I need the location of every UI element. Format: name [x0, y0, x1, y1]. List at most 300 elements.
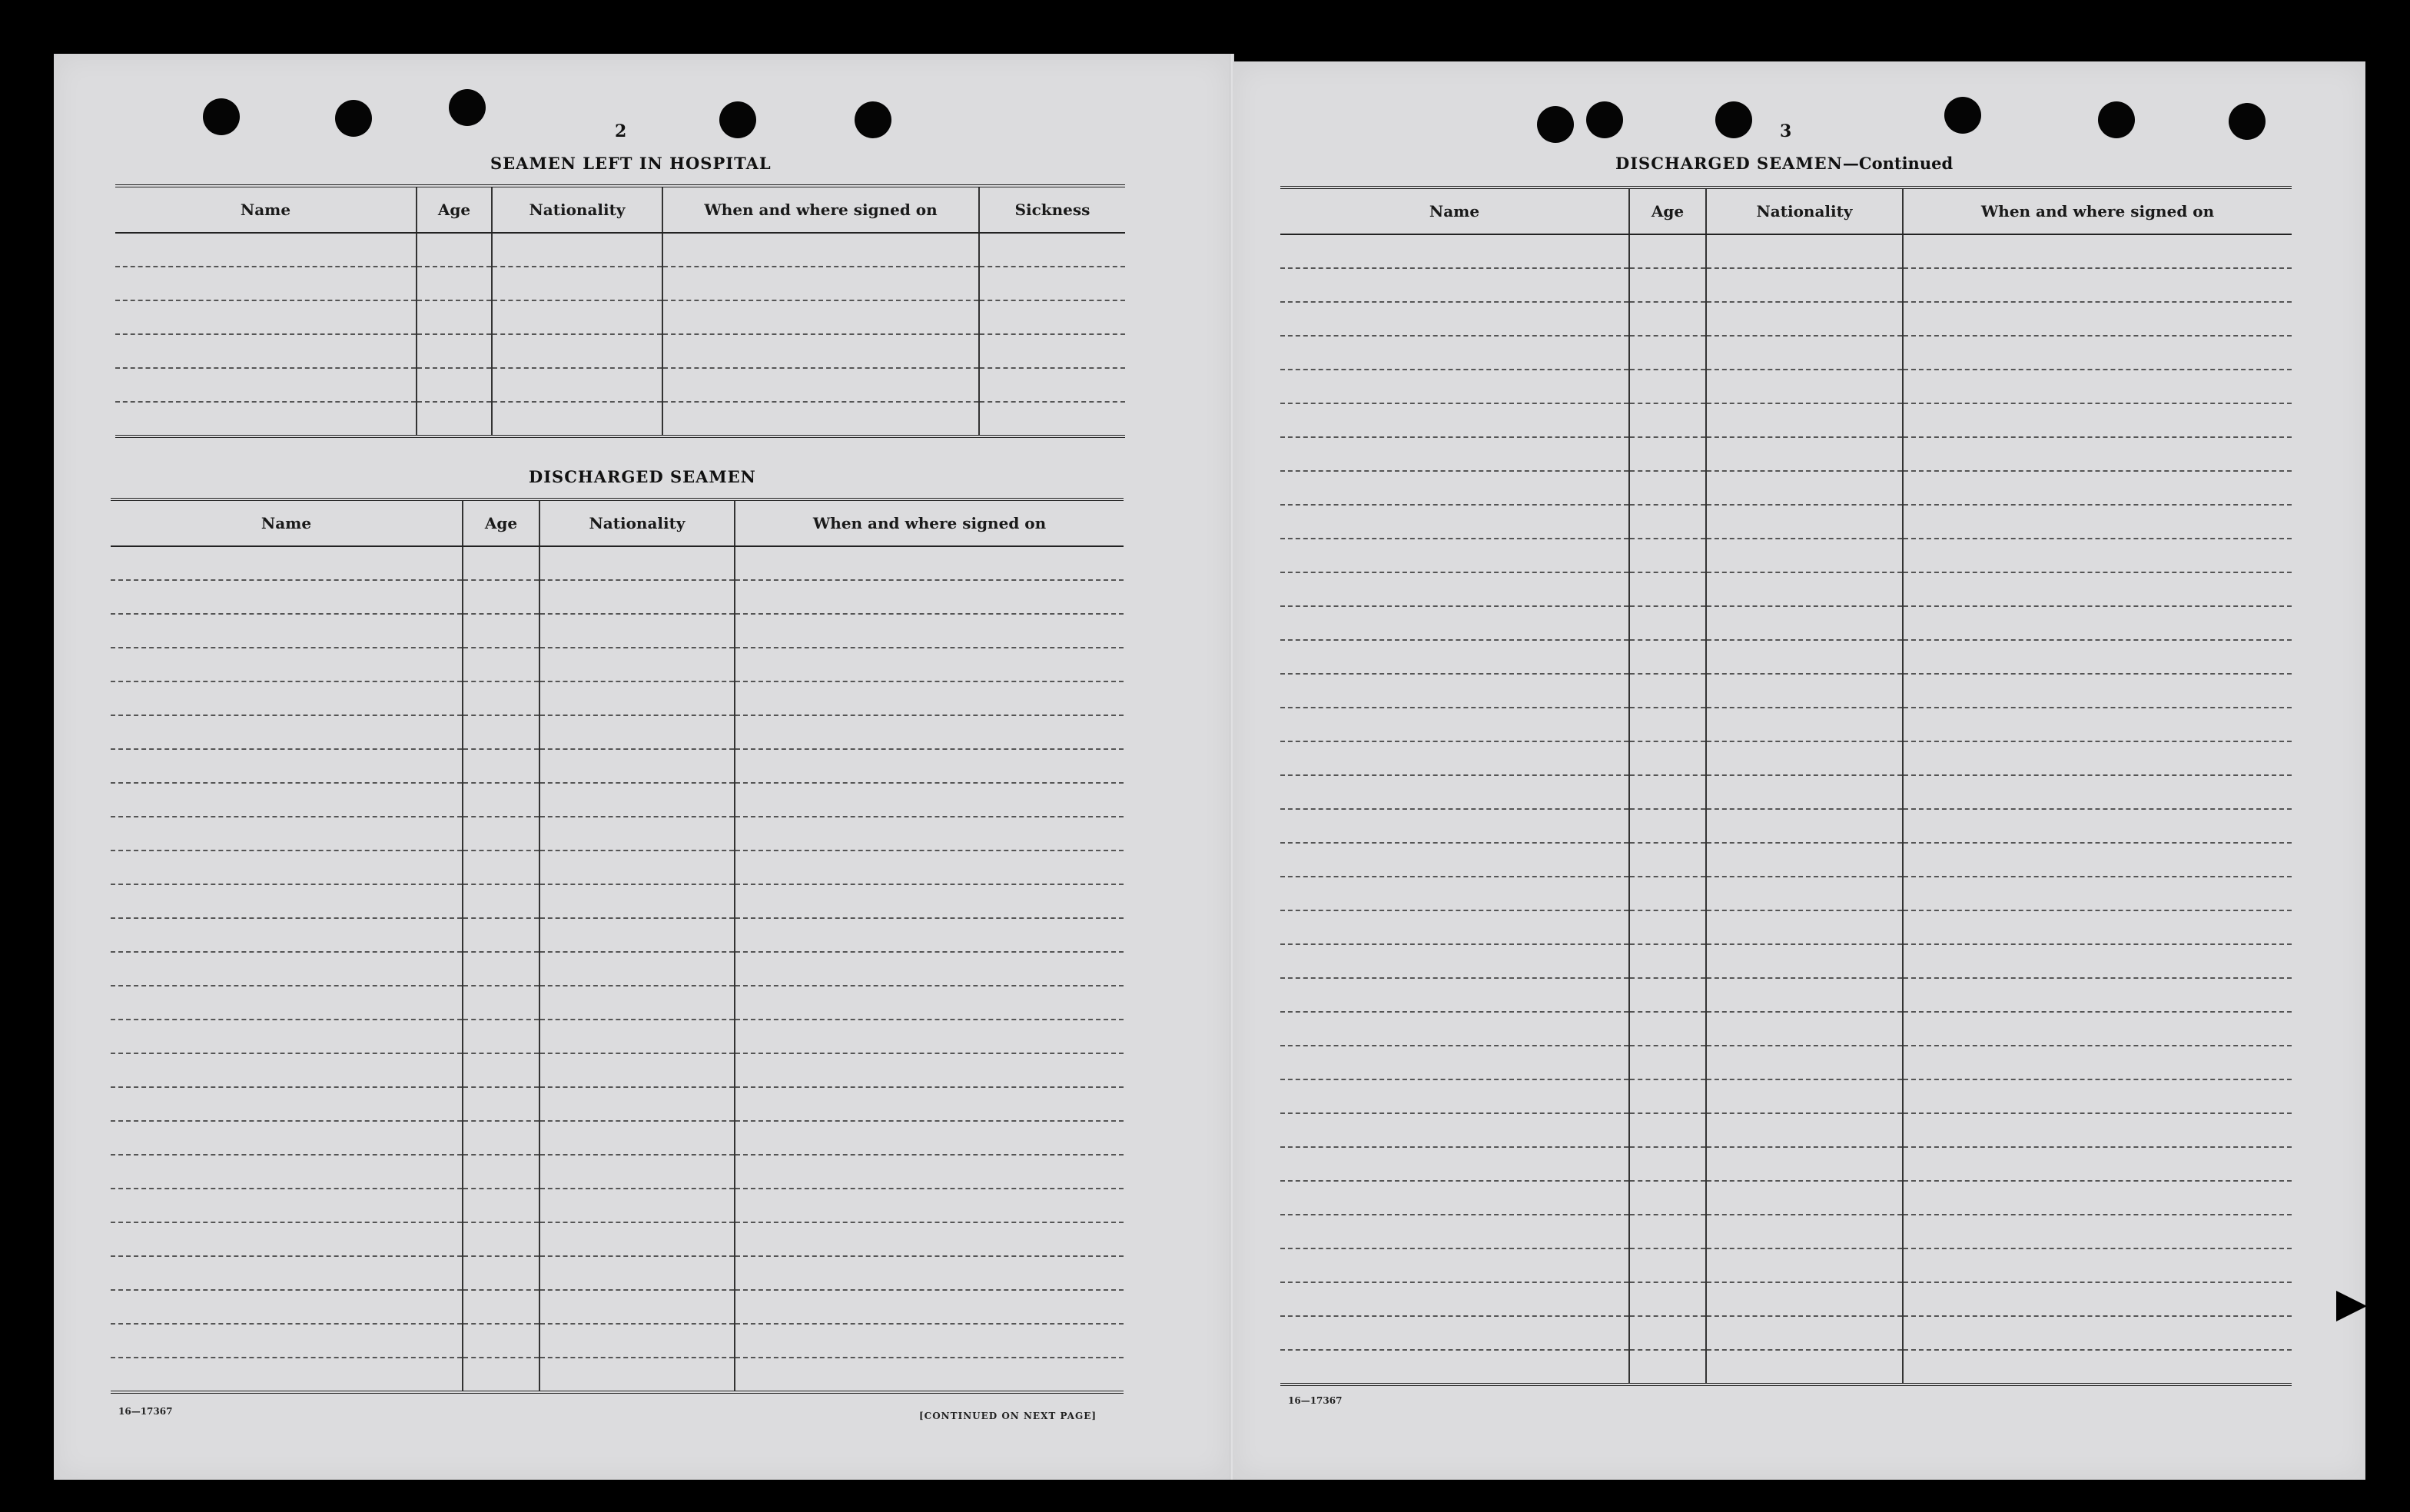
table-cell: [979, 368, 1125, 402]
table-cell: [115, 267, 417, 300]
table-cell: [539, 546, 735, 580]
table-row: [1280, 1046, 2292, 1079]
table-cell: [1629, 539, 1706, 572]
table-cell: [111, 1290, 463, 1324]
table-cell: [1903, 505, 2292, 539]
table-row: [1280, 1316, 2292, 1350]
table-cell: [1706, 234, 1903, 268]
table-cell: [1706, 1046, 1903, 1079]
table-cell: [1903, 775, 2292, 809]
table-cell: [1903, 1282, 2292, 1316]
table-row: [1280, 640, 2292, 674]
table-header-row: [111, 499, 1124, 546]
table-cell: [539, 715, 735, 749]
table-cell: [492, 267, 662, 300]
table-cell: [735, 749, 1124, 783]
table-cell: [1903, 910, 2292, 944]
table-cell: [1629, 910, 1706, 944]
table-cell: [463, 614, 539, 648]
table-cell: [463, 1121, 539, 1155]
table-cell: [1706, 268, 1903, 302]
table-cell: [1706, 640, 1903, 674]
column-header-nationality: Nationality: [539, 499, 735, 546]
table-cell: [1706, 1282, 1903, 1316]
table-cell: [1629, 674, 1706, 708]
table-row: [111, 1121, 1124, 1155]
table-cell: [735, 580, 1124, 614]
table-cell: [1629, 741, 1706, 775]
table-cell: [539, 681, 735, 715]
table-cell: [492, 233, 662, 267]
table-cell: [1629, 234, 1706, 268]
table-cell: [1903, 437, 2292, 471]
table-cell: [1280, 741, 1629, 775]
table-cell: [463, 580, 539, 614]
table-row: [115, 402, 1125, 436]
table-cell: [111, 1053, 463, 1087]
table-cell: [463, 986, 539, 1020]
table-cell: [1903, 1079, 2292, 1113]
table-cell: [539, 1020, 735, 1053]
page-number: 2: [615, 121, 627, 141]
table-cell: [662, 300, 979, 334]
table-cell: [539, 850, 735, 884]
table-cell: [492, 300, 662, 334]
table-cell: [539, 1358, 735, 1392]
table-cell: [1903, 809, 2292, 843]
table-cell: [111, 1222, 463, 1256]
table-cell: [735, 783, 1124, 817]
table-cell: [1280, 640, 1629, 674]
table-cell: [111, 1358, 463, 1392]
table-cell: [735, 952, 1124, 986]
table-cell: [463, 749, 539, 783]
table-row: [111, 850, 1124, 884]
table-cell: [1280, 471, 1629, 505]
table-cell: [111, 681, 463, 715]
table-cell: [1280, 775, 1629, 809]
table-cell: [1280, 1316, 1629, 1350]
table-cell: [463, 817, 539, 850]
column-header-name: Name: [1280, 187, 1629, 234]
table-cell: [463, 1087, 539, 1121]
table-row: [1280, 809, 2292, 843]
table-row: [1280, 910, 2292, 944]
table-cell: [1629, 437, 1706, 471]
punch-hole: [335, 100, 372, 137]
table-cell: [1706, 1316, 1903, 1350]
table-cell: [417, 368, 492, 402]
table-cell: [1280, 336, 1629, 370]
table-cell: [1903, 741, 2292, 775]
table-cell: [463, 715, 539, 749]
table-cell: [1629, 1248, 1706, 1282]
table-cell: [463, 918, 539, 952]
table-cell: [1280, 1147, 1629, 1181]
table-row: [115, 300, 1125, 334]
table-cell: [1903, 336, 2292, 370]
table-row: [111, 918, 1124, 952]
punch-hole: [2098, 101, 2135, 138]
table-cell: [1706, 336, 1903, 370]
table-cell: [1629, 1079, 1706, 1113]
page-number: 3: [1780, 121, 1792, 141]
table-cell: [1280, 437, 1629, 471]
table-cell: [735, 1020, 1124, 1053]
table-cell: [1280, 708, 1629, 741]
punch-hole: [1537, 106, 1574, 143]
table-row: [1280, 437, 2292, 471]
table-row: [1280, 944, 2292, 978]
table-cell: [539, 1324, 735, 1358]
discharged-continued-title: [1615, 154, 1953, 173]
table-cell: [735, 817, 1124, 850]
table-cell: [492, 334, 662, 368]
table-cell: [1629, 944, 1706, 978]
table-cell: [1903, 978, 2292, 1012]
table-cell: [115, 368, 417, 402]
table-cell: [1629, 1316, 1706, 1350]
table-cell: [1706, 741, 1903, 775]
table-cell: [111, 749, 463, 783]
discharged-table: [111, 498, 1124, 1394]
table-cell: [463, 1155, 539, 1189]
table-cell: [463, 952, 539, 986]
table-cell: [1629, 978, 1706, 1012]
page-tear: [2336, 1291, 2367, 1321]
column-header-signed-on: When and where signed on: [662, 186, 979, 233]
section-title-suffix: —Continued: [1842, 154, 1954, 173]
table-cell: [1903, 1181, 2292, 1215]
table-cell: [417, 300, 492, 334]
table-cell: [1629, 1012, 1706, 1046]
table-row: [111, 1053, 1124, 1087]
table-cell: [1903, 302, 2292, 336]
punch-hole: [1715, 101, 1752, 138]
table-cell: [1706, 843, 1903, 877]
table-cell: [1280, 1079, 1629, 1113]
table-cell: [979, 334, 1125, 368]
table-cell: [111, 1256, 463, 1290]
table-cell: [111, 850, 463, 884]
table-cell: [1280, 505, 1629, 539]
table-cell: [463, 1222, 539, 1256]
table-cell: [979, 267, 1125, 300]
table-cell: [1706, 471, 1903, 505]
table-cell: [417, 233, 492, 267]
table-row: [111, 1324, 1124, 1358]
table-cell: [1903, 674, 2292, 708]
table-cell: [1706, 775, 1903, 809]
column-header-name: Name: [111, 499, 463, 546]
discharged-section-title: DISCHARGED SEAMEN: [529, 467, 756, 486]
table-cell: [1280, 539, 1629, 572]
table-cell: [1629, 1282, 1706, 1316]
table-cell: [463, 1189, 539, 1222]
table-cell: [735, 986, 1124, 1020]
table-cell: [1629, 877, 1706, 910]
table-header-row: [1280, 187, 2292, 234]
punch-hole: [449, 89, 486, 126]
table-row: [115, 368, 1125, 402]
table-cell: [1280, 674, 1629, 708]
table-cell: [735, 614, 1124, 648]
table-cell: [1629, 708, 1706, 741]
table-cell: [463, 1358, 539, 1392]
form-number: 16—17367: [118, 1406, 173, 1417]
table-cell: [539, 1155, 735, 1189]
table-cell: [1280, 1248, 1629, 1282]
table-cell: [1629, 606, 1706, 640]
table-cell: [1903, 606, 2292, 640]
table-cell: [735, 648, 1124, 681]
table-cell: [1280, 606, 1629, 640]
table-cell: [111, 952, 463, 986]
table-cell: [1280, 268, 1629, 302]
table-row: [111, 783, 1124, 817]
table-cell: [1706, 403, 1903, 437]
table-row: [111, 1256, 1124, 1290]
table-header-row: [115, 186, 1125, 233]
table-cell: [492, 368, 662, 402]
table-cell: [111, 918, 463, 952]
table-cell: [1706, 944, 1903, 978]
table-cell: [1280, 910, 1629, 944]
table-cell: [1706, 370, 1903, 403]
table-row: [1280, 1113, 2292, 1147]
table-cell: [111, 1189, 463, 1222]
table-row: [111, 715, 1124, 749]
table-cell: [1903, 1248, 2292, 1282]
table-cell: [662, 233, 979, 267]
table-cell: [463, 681, 539, 715]
table-cell: [662, 402, 979, 436]
table-row: [1280, 775, 2292, 809]
table-cell: [539, 614, 735, 648]
table-cell: [539, 648, 735, 681]
table-row: [1280, 471, 2292, 505]
table-cell: [1903, 234, 2292, 268]
table-cell: [115, 233, 417, 267]
table-cell: [539, 783, 735, 817]
column-header-nationality: Nationality: [492, 186, 662, 233]
table-cell: [1280, 1046, 1629, 1079]
table-row: [111, 1290, 1124, 1324]
punch-hole: [1586, 101, 1623, 138]
column-header-age: Age: [1629, 187, 1706, 234]
table-cell: [1280, 572, 1629, 606]
table-cell: [1280, 302, 1629, 336]
table-cell: [463, 546, 539, 580]
table-cell: [111, 1121, 463, 1155]
table-cell: [1706, 877, 1903, 910]
table-row: [1280, 403, 2292, 437]
table-cell: [979, 402, 1125, 436]
table-cell: [735, 546, 1124, 580]
table-cell: [1706, 1350, 1903, 1384]
table-cell: [111, 580, 463, 614]
table-row: [111, 952, 1124, 986]
table-cell: [1629, 505, 1706, 539]
table-cell: [1629, 1181, 1706, 1215]
table-cell: [111, 986, 463, 1020]
section-title-main: DISCHARGED SEAMEN: [1615, 154, 1843, 173]
table-cell: [1903, 572, 2292, 606]
table-cell: [492, 402, 662, 436]
table-cell: [1629, 1046, 1706, 1079]
table-row: [111, 648, 1124, 681]
table-cell: [735, 1087, 1124, 1121]
column-header-age: Age: [463, 499, 539, 546]
table-cell: [463, 1053, 539, 1087]
table-row: [1280, 505, 2292, 539]
table-cell: [111, 1324, 463, 1358]
table-cell: [1706, 539, 1903, 572]
table-row: [115, 233, 1125, 267]
table-cell: [111, 1087, 463, 1121]
punch-hole: [1944, 97, 1981, 134]
table-cell: [735, 1222, 1124, 1256]
table-row: [1280, 336, 2292, 370]
table-cell: [735, 1358, 1124, 1392]
table-row: [111, 986, 1124, 1020]
table-cell: [539, 817, 735, 850]
table-cell: [1280, 1012, 1629, 1046]
table-cell: [1280, 1350, 1629, 1384]
table-cell: [1629, 843, 1706, 877]
table-cell: [1280, 1113, 1629, 1147]
table-cell: [735, 1290, 1124, 1324]
table-cell: [1903, 403, 2292, 437]
table-cell: [1903, 1113, 2292, 1147]
table-cell: [1706, 505, 1903, 539]
discharged-continued-table: [1280, 186, 2292, 1386]
table-cell: [463, 1324, 539, 1358]
table-row: [1280, 741, 2292, 775]
table-cell: [1280, 403, 1629, 437]
table-cell: [1629, 809, 1706, 843]
table-cell: [1706, 809, 1903, 843]
table-cell: [1903, 370, 2292, 403]
table-cell: [115, 402, 417, 436]
table-row: [111, 1155, 1124, 1189]
table-cell: [417, 267, 492, 300]
column-header-age: Age: [417, 186, 492, 233]
table-cell: [1629, 1350, 1706, 1384]
form-number: 16—17367: [1288, 1395, 1343, 1406]
table-cell: [735, 1155, 1124, 1189]
table-row: [111, 1020, 1124, 1053]
table-row: [1280, 708, 2292, 741]
table-cell: [1706, 1215, 1903, 1248]
table-cell: [1629, 640, 1706, 674]
table-cell: [115, 300, 417, 334]
table-cell: [539, 952, 735, 986]
table-row: [111, 1358, 1124, 1392]
table-cell: [735, 1121, 1124, 1155]
table-cell: [1706, 437, 1903, 471]
table-cell: [735, 1053, 1124, 1087]
table-cell: [539, 884, 735, 918]
table-cell: [735, 715, 1124, 749]
table-row: [1280, 234, 2292, 268]
table-cell: [1280, 370, 1629, 403]
table-cell: [1629, 572, 1706, 606]
table-cell: [539, 1189, 735, 1222]
table-cell: [735, 850, 1124, 884]
table-cell: [463, 783, 539, 817]
table-row: [1280, 877, 2292, 910]
table-cell: [1706, 1181, 1903, 1215]
punch-hole: [719, 101, 756, 138]
column-header-sickness: Sickness: [979, 186, 1125, 233]
table-row: [1280, 606, 2292, 640]
table-cell: [735, 1189, 1124, 1222]
table-cell: [111, 884, 463, 918]
table-row: [111, 884, 1124, 918]
table-cell: [463, 1256, 539, 1290]
table-cell: [417, 334, 492, 368]
table-row: [1280, 572, 2292, 606]
table-row: [115, 267, 1125, 300]
table-cell: [1280, 1181, 1629, 1215]
table-cell: [1629, 403, 1706, 437]
table-cell: [1706, 302, 1903, 336]
table-row: [1280, 1282, 2292, 1316]
table-cell: [1903, 1046, 2292, 1079]
table-row: [1280, 978, 2292, 1012]
table-cell: [111, 1020, 463, 1053]
table-row: [115, 334, 1125, 368]
table-row: [1280, 1350, 2292, 1384]
column-header-name: Name: [115, 186, 417, 233]
table-cell: [1280, 944, 1629, 978]
table-cell: [1629, 1113, 1706, 1147]
table-cell: [979, 300, 1125, 334]
table-cell: [1706, 910, 1903, 944]
table-cell: [1706, 1113, 1903, 1147]
table-cell: [735, 681, 1124, 715]
table-cell: [1280, 234, 1629, 268]
table-cell: [1280, 1282, 1629, 1316]
table-cell: [1629, 268, 1706, 302]
table-cell: [1280, 809, 1629, 843]
table-cell: [463, 1020, 539, 1053]
table-row: [1280, 268, 2292, 302]
table-cell: [1629, 302, 1706, 336]
table-cell: [735, 1324, 1124, 1358]
table-cell: [417, 402, 492, 436]
table-cell: [539, 749, 735, 783]
column-header-signed-on: When and where signed on: [1903, 187, 2292, 234]
table-cell: [463, 1290, 539, 1324]
table-cell: [1706, 674, 1903, 708]
table-cell: [735, 918, 1124, 952]
table-cell: [1280, 1215, 1629, 1248]
table-cell: [1903, 1350, 2292, 1384]
table-row: [1280, 370, 2292, 403]
table-cell: [111, 648, 463, 681]
table-cell: [1629, 775, 1706, 809]
table-cell: [1903, 471, 2292, 505]
table-cell: [1903, 1147, 2292, 1181]
table-cell: [662, 267, 979, 300]
table-cell: [1903, 539, 2292, 572]
table-cell: [1903, 1316, 2292, 1350]
table-cell: [463, 884, 539, 918]
table-cell: [539, 986, 735, 1020]
table-cell: [1903, 268, 2292, 302]
